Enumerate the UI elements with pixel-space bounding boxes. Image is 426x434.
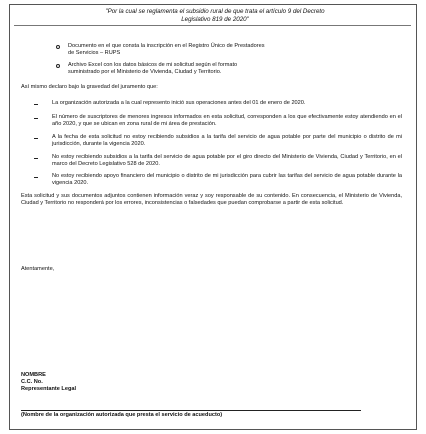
- closing-text: Atentamente,: [21, 266, 55, 272]
- declaration-item: A la fecha de esta solicitud no estoy recibiendo subsidios a la tarifa del servicio de agua potable por parte del municipio o distrito de mi jurisdicción, durante la vigencia 2020.: [52, 134, 402, 147]
- declaration-item: El número de suscriptores de menores ingresos informados en esta solicitud, corresponden a los que efectivamente estoy atendiendo en el año 2020, y que se ubican en zona rural de mi área de prestación.: [52, 114, 402, 127]
- attachment-item: Documento en el que consta la inscripción en el Registro Único de Prestadores de Servicios – RUPS: [68, 43, 265, 56]
- header-line-1: "Por la cual se reglamenta el subsidio rural de que trata el artículo 9 del Decreto: [105, 8, 325, 15]
- bullet-circle-icon: [56, 64, 60, 68]
- bullet-dash-icon: [34, 138, 38, 139]
- signature-role: Representante Legal: [21, 386, 77, 392]
- bullet-dash-icon: [34, 104, 38, 105]
- bullet-dash-icon: [34, 177, 38, 178]
- signature-id: C.C. No.: [21, 379, 43, 385]
- signature-line: [21, 410, 361, 411]
- declaration-item: La organización autorizada a la cual represento inició sus operaciones antes del 01 de enero de 2020.: [52, 100, 306, 106]
- organization-caption: (Nombre de la organización autorizada que presta el servicio de acueducto): [21, 412, 223, 418]
- document-header: [60, 8, 370, 24]
- declaration-item: No estoy recibiendo subsidios a la tarifa del servicio de agua potable por el giro directo del Ministerio de Vivienda, Ciudad y Territorio, en el marco del Decreto Legislativo 528 de 2020.: [52, 154, 402, 167]
- responsibility-paragraph: Esta solicitud y sus documentos adjuntos contienen información veraz y soy responsable de su contenido. En consecuencia, el Ministerio de Vivienda, Ciudad y Territorio no responderá por los errores, inconsistencias o falsedades que puedan comprobarse a partir de esta solicitud.: [21, 193, 402, 206]
- declaration-item: No estoy recibiendo apoyo financiero del municipio o distrito de mi jurisdicción para cubrir las tarifas del servicio de agua potable durante la vigencia 2020.: [52, 173, 402, 186]
- header-divider: [14, 25, 411, 26]
- attachment-item: Archivo Excel con los datos básicos de mi solicitud según el formato suministrado por el Ministerio de Vivienda, Ciudad y Territorio.: [68, 62, 238, 75]
- signature-name: NOMBRE: [21, 372, 46, 378]
- header-line-2: Legislativo 819 de 2020": [181, 16, 249, 23]
- oath-intro: Así mismo declaro bajo la gravedad del juramento que:: [21, 84, 158, 90]
- bullet-dash-icon: [34, 118, 38, 119]
- bullet-dash-icon: [34, 158, 38, 159]
- bullet-circle-icon: [56, 45, 60, 49]
